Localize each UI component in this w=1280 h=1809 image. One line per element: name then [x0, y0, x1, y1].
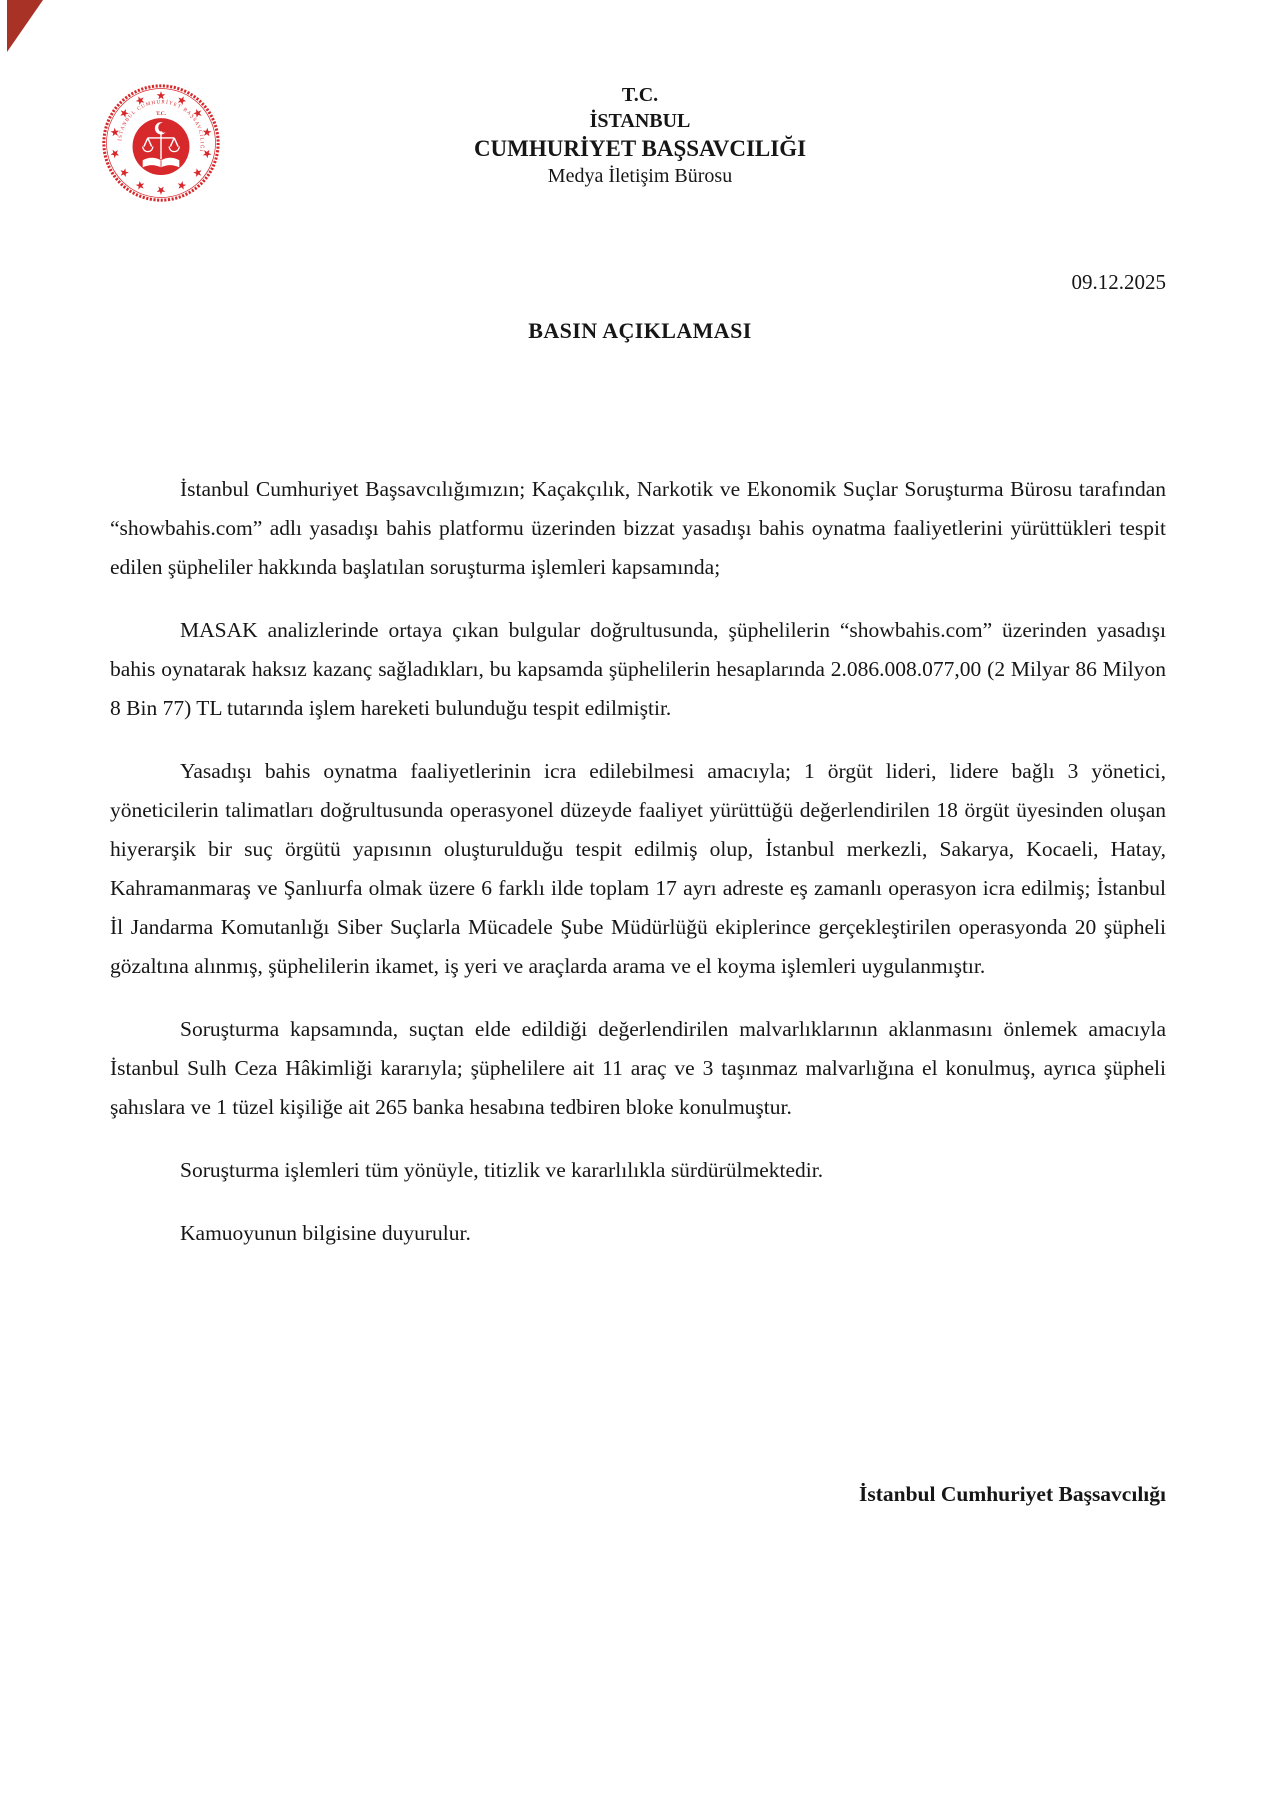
seal-tc-text: T.C.	[155, 111, 167, 118]
page-title: BASIN AÇIKLAMASI	[528, 318, 752, 343]
red-corner-mark	[7, 0, 43, 52]
body-paragraph: Soruşturma kapsamında, suçtan elde edildiği değerlendirilen malvarlıklarının aklanmasını önlemek amacıyla İstanbul Sulh Ceza Hâkimliği kararıyla; şüphelilere ait 11 araç ve 3 taşınmaz malvarlığına el konulmuş, ayrıca şüpheli şahıslara ve 1 tüzel kişiliğe ait 265 banka hesabına tedbiren bloke konulmuştur.	[110, 1017, 1166, 1119]
body-paragraph: Soruşturma işlemleri tüm yönüyle, titizlik ve kararlılıkla sürdürülmektedir.	[180, 1158, 824, 1182]
header-city: İSTANBUL	[589, 110, 691, 132]
body-paragraph: Kamuoyunun bilgisine duyurulur.	[180, 1221, 471, 1245]
letterhead	[0, 82, 1280, 190]
header-bureau: Medya İletişim Bürosu	[547, 165, 733, 187]
header-tc: T.C.	[621, 84, 659, 106]
header-office: CUMHURİYET BAŞSAVCILIĞI	[473, 136, 807, 161]
signature: İstanbul Cumhuriyet Başsavcılığı	[858, 1482, 1166, 1506]
seal-ring-text: İSTANBUL CUMHURİYET BAŞSAVCILIĞI	[117, 99, 205, 153]
body-paragraph: İstanbul Cumhuriyet Başsavcılığımızın; Kaçakçılık, Narkotik ve Ekonomik Suçlar Soruşturma Bürosu tarafından “showbahis.com” adlı yasadışı bahis platformu üzerinden bizzat yasadışı bahis oynatma faaliyetlerini yürüttükleri tespit edilen şüpheliler hakkında başlatılan soruşturma işlemleri kapsamında;	[110, 477, 1166, 579]
document-date: 09.12.2025	[1071, 270, 1166, 294]
document-body	[110, 470, 1166, 1277]
body-paragraph: MASAK analizlerinde ortaya çıkan bulgular doğrultusunda, şüphelilerin “showbahis.com” üzerinden yasadışı bahis oynatarak haksız kazanç sağladıkları, bu kapsamda şüphelilerin hesaplarında 2.086.008.077,00 (2 Milyar 86 Milyon 8 Bin 77) TL tutarında işlem hareketi bulunduğu tespit edilmiştir.	[110, 618, 1166, 720]
body-paragraph: Yasadışı bahis oynatma faaliyetlerinin icra edilebilmesi amacıyla; 1 örgüt lideri, lidere bağlı 3 yönetici, yöneticilerin talimatları doğrultusunda operasyonel düzeyde faaliyet yürüttüğü değerlendirilen 18 örgüt üyesinden oluşan hiyerarşik bir suç örgütü yapısının oluşturulduğu tespit edilmiş olup, İstanbul merkezli, Sakarya, Kocaeli, Hatay, Kahramanmaraş ve Şanlıurfa olmak üzere 6 farklı ilde toplam 17 ayrı adreste eş zamanlı operasyon icra edilmiş; İstanbul İl Jandarma Komutanlığı Siber Suçlarla Mücadele Şube Müdürlüğü ekiplerince gerçekleştirilen operasyonda 20 şüpheli gözaltına alınmış, şüphelilerin ikamet, iş yeri ve araçlarda arama ve el koyma işlemleri uygulanmıştır.	[110, 759, 1166, 978]
